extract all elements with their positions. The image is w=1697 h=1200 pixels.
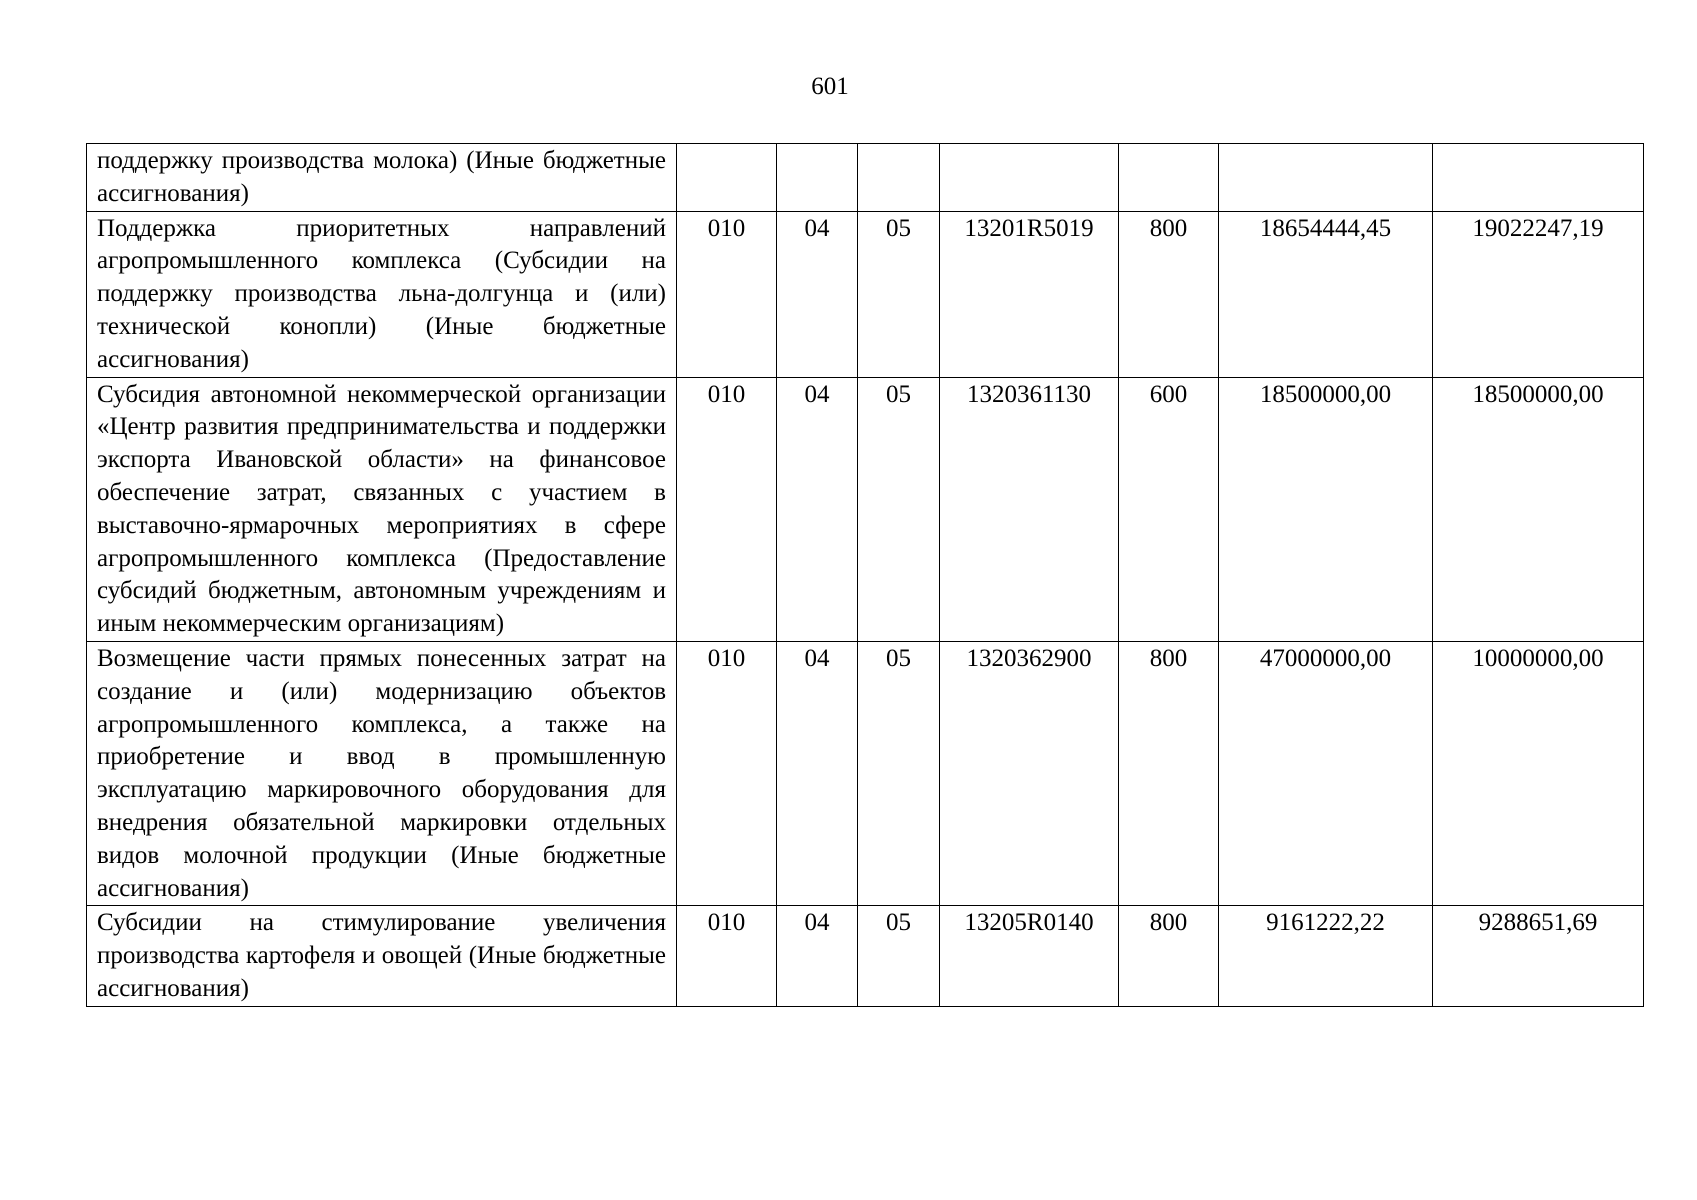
expense-type-code: 800 [1119, 906, 1219, 1006]
table-row [87, 377, 1644, 641]
subsection-code: 05 [858, 211, 940, 377]
target-article-code: 13205R0140 [940, 906, 1119, 1006]
chapter-code: 010 [677, 377, 777, 641]
amount-year-2 [1433, 144, 1644, 212]
target-article-code: 1320361130 [940, 377, 1119, 641]
amount-year-1: 18654444,45 [1219, 211, 1433, 377]
target-article-code: 13201R5019 [940, 211, 1119, 377]
budget-table [86, 143, 1644, 1007]
target-article-code: 1320362900 [940, 641, 1119, 905]
section-code: 04 [777, 641, 858, 905]
row-description: Субсидия автономной некоммерческой организации «Центр развития предпринимательства и поддержки экспорта Ивановской области» на финансовое обеспечение затрат, связанных с участием в выставочно-ярмарочных мероприятиях в сфере агропромышленного комплекса (Предоставление субсидий бюджетным, автономным учреждениям и иным некоммерческим организациям) [87, 377, 677, 641]
amount-year-2: 9288651,69 [1433, 906, 1644, 1006]
section-code: 04 [777, 377, 858, 641]
table-row [87, 906, 1644, 1006]
chapter-code: 010 [677, 211, 777, 377]
amount-year-1: 47000000,00 [1219, 641, 1433, 905]
amount-year-1: 18500000,00 [1219, 377, 1433, 641]
expense-type-code: 800 [1119, 641, 1219, 905]
subsection-code [858, 144, 940, 212]
subsection-code: 05 [858, 641, 940, 905]
subsection-code: 05 [858, 906, 940, 1006]
expense-type-code: 800 [1119, 211, 1219, 377]
amount-year-1: 9161222,22 [1219, 906, 1433, 1006]
amount-year-2: 18500000,00 [1433, 377, 1644, 641]
table-row [87, 641, 1644, 905]
section-code: 04 [777, 211, 858, 377]
subsection-code: 05 [858, 377, 940, 641]
expense-type-code: 600 [1119, 377, 1219, 641]
page-number: 601 [811, 73, 849, 100]
section-code [777, 144, 858, 212]
row-description: Поддержка приоритетных направлений агропромышленного комплекса (Субсидии на поддержку производства льна-долгунца и (или) технической конопли) (Иные бюджетные ассигнования) [87, 211, 677, 377]
table-row [87, 211, 1644, 377]
expense-type-code [1119, 144, 1219, 212]
chapter-code: 010 [677, 641, 777, 905]
row-description: Возмещение части прямых понесенных затрат на создание и (или) модернизацию объектов агропромышленного комплекса, а также на приобретение и ввод в промышленную эксплуатацию маркировочного оборудования для внедрения обязательной маркировки отдельных видов молочной продукции (Иные бюджетные ассигнования) [87, 641, 677, 905]
target-article-code [940, 144, 1119, 212]
amount-year-1 [1219, 144, 1433, 212]
section-code: 04 [777, 906, 858, 1006]
amount-year-2: 19022247,19 [1433, 211, 1644, 377]
row-description: Субсидии на стимулирование увеличения производства картофеля и овощей (Иные бюджетные ассигнования) [87, 906, 677, 1006]
amount-year-2: 10000000,00 [1433, 641, 1644, 905]
table-row [87, 144, 1644, 212]
row-description: поддержку производства молока) (Иные бюджетные ассигнования) [87, 144, 677, 212]
chapter-code [677, 144, 777, 212]
chapter-code: 010 [677, 906, 777, 1006]
